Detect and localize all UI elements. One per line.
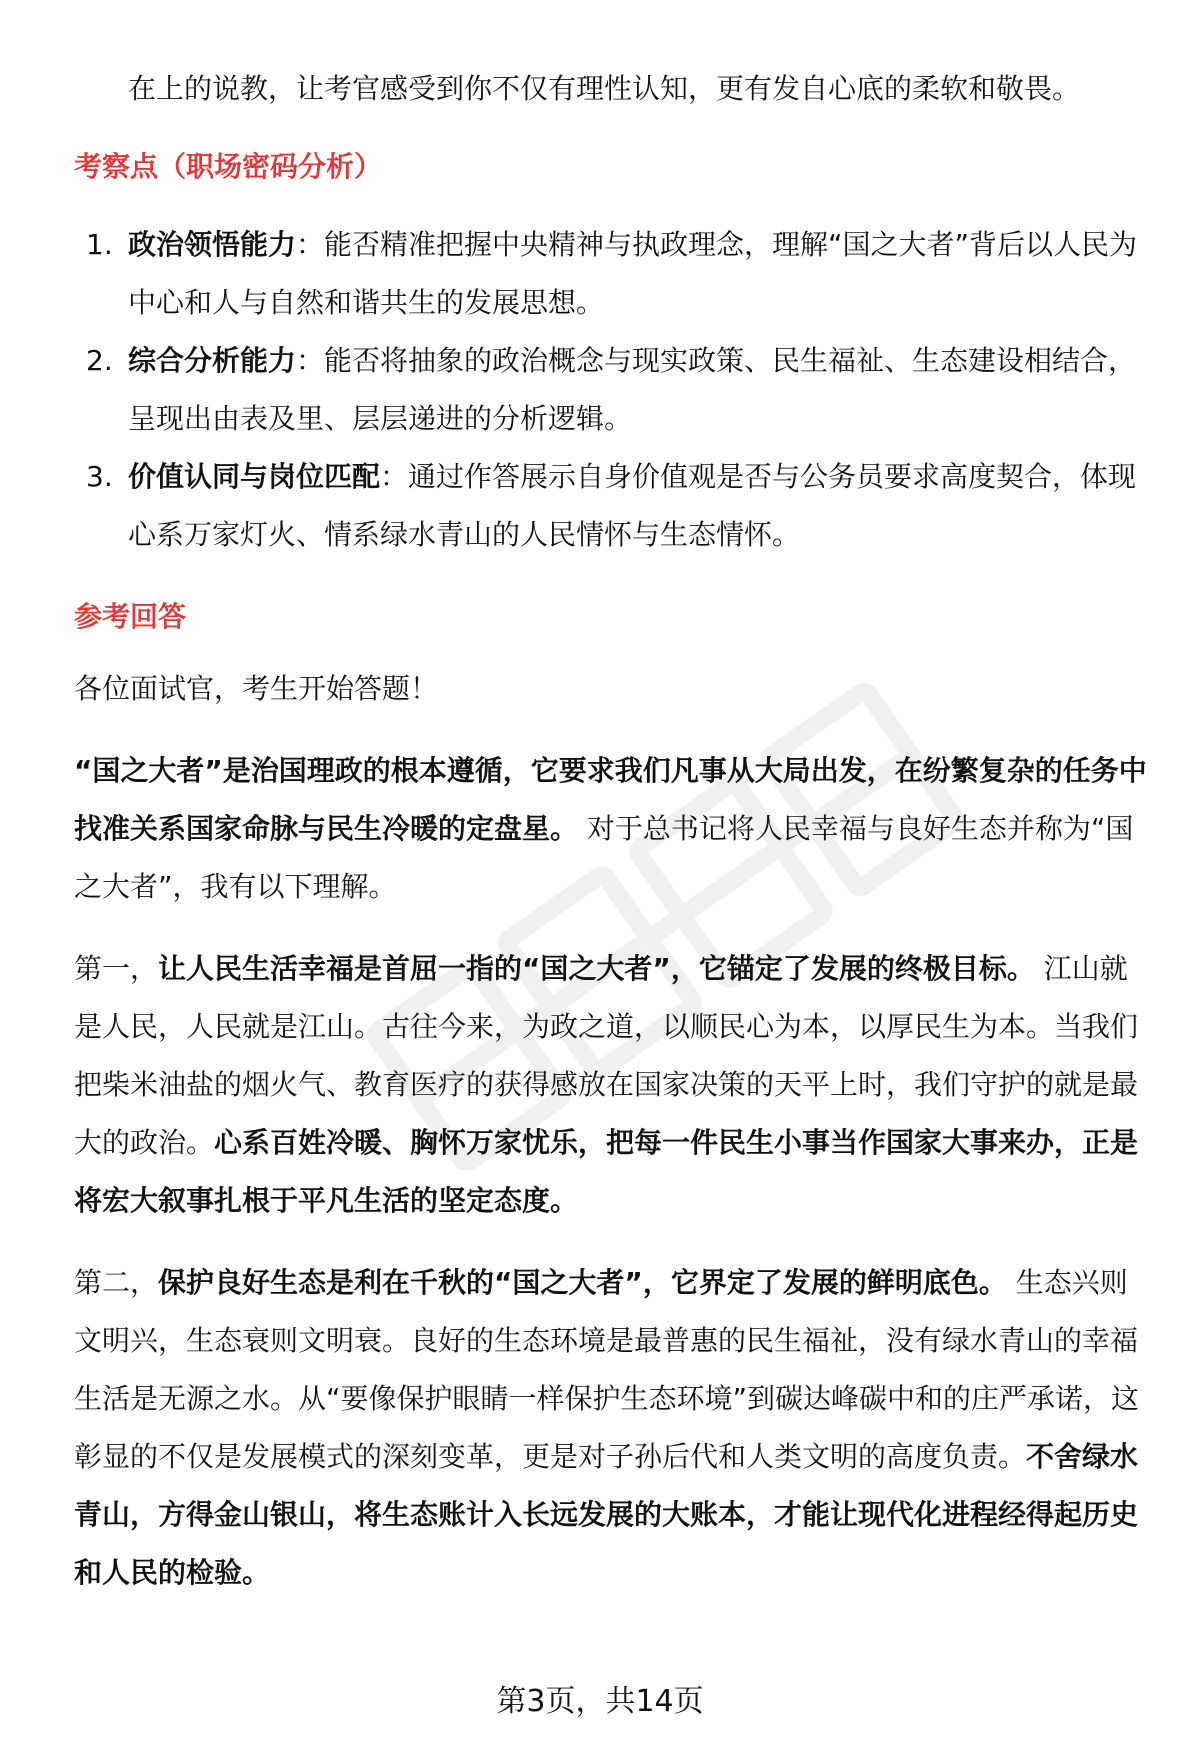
paragraph-text: 对于总书记将人民幸福与良好生态并称为“国之大者”，我有以下理解。 <box>74 812 1134 903</box>
answer-paragraph-3 <box>74 1254 1149 1602</box>
point-number: 3. <box>86 460 113 493</box>
points-heading: 考察点（职场密码分析） <box>74 150 383 183</box>
answer-heading: 参考回答 <box>74 600 187 633</box>
point-title: 综合分析能力 <box>128 344 297 377</box>
point-item-3 <box>74 448 1149 564</box>
paragraph-lead: 第二， <box>74 1266 159 1299</box>
paragraph-bold-text: “国之大者”是治国理政的根本遵循，它要求我们凡事从大局出发，在纷繁复杂的任务中找准关系国家命脉与民生冷暖的定盘星。 <box>74 754 1147 845</box>
point-text: ：能否将抽象的政治概念与现实政策、民生福祉、生态建设相结合，呈现出由表及里、层层递进的分析逻辑。 <box>128 344 1137 435</box>
point-title: 价值认同与岗位匹配 <box>128 460 381 493</box>
point-title: 政治领悟能力 <box>128 228 297 261</box>
paragraph-text: 江山就是人民，人民就是江山。古往今来，为政之道，以顺民心为本，以厚民生为本。当我们把柴米油盐的烟火气、教育医疗的获得感放在国家决策的天平上时，我们守护的就是最大的政治。 <box>74 952 1139 1159</box>
answer-greeting: 各位面试官，考生开始答题！ <box>74 672 439 705</box>
answer-paragraph-2 <box>74 940 1149 1230</box>
answer-paragraph-1 <box>74 742 1149 916</box>
point-item-1 <box>74 216 1149 332</box>
point-text: ：能否精准把握中央精神与执政理念，理解“国之大者”背后以人民为中心和人与自然和谐共生的发展思想。 <box>128 228 1138 319</box>
page-number: 第3页，共14页 <box>496 1684 704 1719</box>
paragraph-bold-text: 让人民生活幸福是首屈一指的“国之大者”，它锚定了发展的终极目标。 <box>158 952 1035 985</box>
point-item-2 <box>74 332 1149 448</box>
point-text: ：通过作答展示自身价值观是否与公务员要求高度契合，体现心系万家灯火、情系绿水青山的人民情怀与生态情怀。 <box>128 460 1137 551</box>
paragraph-bold-text: 心系百姓冷暖、胸怀万家忧乐，把每一件民生小事当作国家大事来办，正是将宏大叙事扎根于平凡生活的坚定态度。 <box>74 1126 1139 1217</box>
document-body <box>74 60 1149 1602</box>
intro-line: 在上的说教，让考官感受到你不仅有理性认知，更有发自心底的柔软和敬畏。 <box>128 72 1081 105</box>
point-number: 2. <box>86 344 113 377</box>
paragraph-bold-text: 不舍绿水青山，方得金山银山，将生态账计入长远发展的大账本，才能让现代化进程经得起历史和人民的检验。 <box>74 1440 1139 1589</box>
paragraph-bold-text: 保护良好生态是利在千秋的“国之大者”，它界定了发展的鲜明底色。 <box>158 1266 1007 1299</box>
paragraph-text: 生态兴则文明兴，生态衰则文明衰。良好的生态环境是最普惠的民生福祉，没有绿水青山的幸福生活是无源之水。从“要像保护眼睛一样保护生态环境”到碳达峰碳中和的庄严承诺，这彰显的不仅是发展模式的深刻变革，更是对子孙后代和人类文明的高度负责。 <box>74 1266 1140 1473</box>
paragraph-lead: 第一， <box>74 952 159 985</box>
point-number: 1. <box>86 228 113 261</box>
points-list <box>74 216 1149 564</box>
